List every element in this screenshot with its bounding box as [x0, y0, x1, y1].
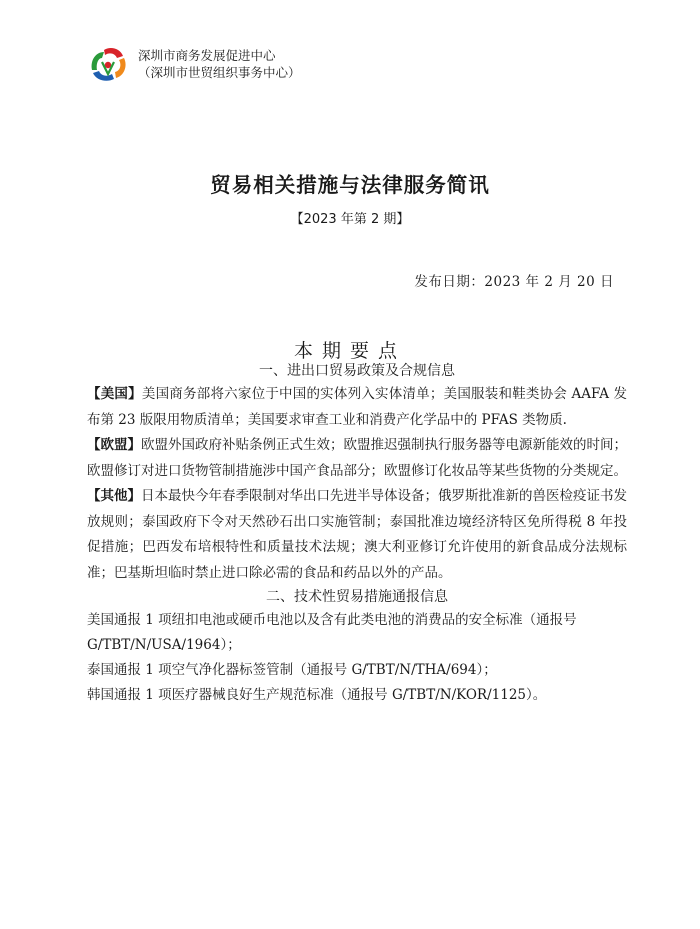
notification-item: 美国通报 1 项纽扣电池或硬币电池以及含有此类电池的消费品的安全标准（通报号 G/TBT/N/USA/1964）； [87, 612, 577, 653]
policy-item-eu [87, 433, 627, 484]
organization-name [138, 47, 301, 81]
org-name-line1: 深圳市商务发展促进中心 [138, 48, 276, 63]
policy-tag: 【美国】 [87, 386, 142, 402]
section1-title: 一、进出口贸易政策及合规信息 [259, 363, 455, 379]
header [88, 44, 301, 84]
notification-item: 韩国通报 1 项医疗器械良好生产规范标准（通报号 G/TBT/N/KOR/1125）。 [87, 687, 547, 703]
policy-tag: 【其他】 [87, 488, 141, 504]
section2-title: 二、技术性贸易措施通报信息 [266, 589, 448, 605]
publish-date: 发布日期：2023 年 2 月 20 日 [414, 274, 614, 290]
content [87, 360, 627, 708]
policy-item-usa [87, 382, 627, 433]
policy-text: 欧盟外国政府补贴条例正式生效；欧盟推迟强制执行服务器等电源新能效的时间；欧盟修订对进口货物管制措施涉中国产食品部分；欧盟修订化妆品等某些货物的分类规定。 [87, 437, 627, 479]
org-name-line2: （深圳市世贸组织事务中心） [138, 65, 301, 80]
highlights-heading: 本期要点 [293, 340, 406, 362]
issue-number: 【2023 年第 2 期】 [290, 212, 410, 227]
policy-item-other [87, 484, 627, 586]
organization-logo-icon [88, 44, 130, 84]
notification-item: 泰国通报 1 项空气净化器标签管制（通报号 G/TBT/N/THA/694）； [87, 662, 497, 678]
document-title: 贸易相关措施与法律服务简讯 [210, 173, 490, 197]
policy-tag: 【欧盟】 [87, 437, 141, 453]
policy-text: 日本最快今年春季限制对华出口先进半导体设备；俄罗斯批准新的兽医检疫证书发放规则；泰国政府下令对天然砂石出口实施管制；泰国批准边境经济特区免所得税 8 年投促措施；巴西发布培根特性和质量技术法规；澳大利亚修订允许使用的新食品成分法规标准；巴基斯坦临时禁止进口除必需的食品和药品以外的产品。 [87, 488, 627, 581]
policy-text: 美国商务部将六家位于中国的实体列入实体清单；美国服装和鞋类协会 AAFA 发布第 23 版限用物质清单；美国要求审查工业和消费产化学品中的 PFAS 类物质. [87, 386, 628, 428]
